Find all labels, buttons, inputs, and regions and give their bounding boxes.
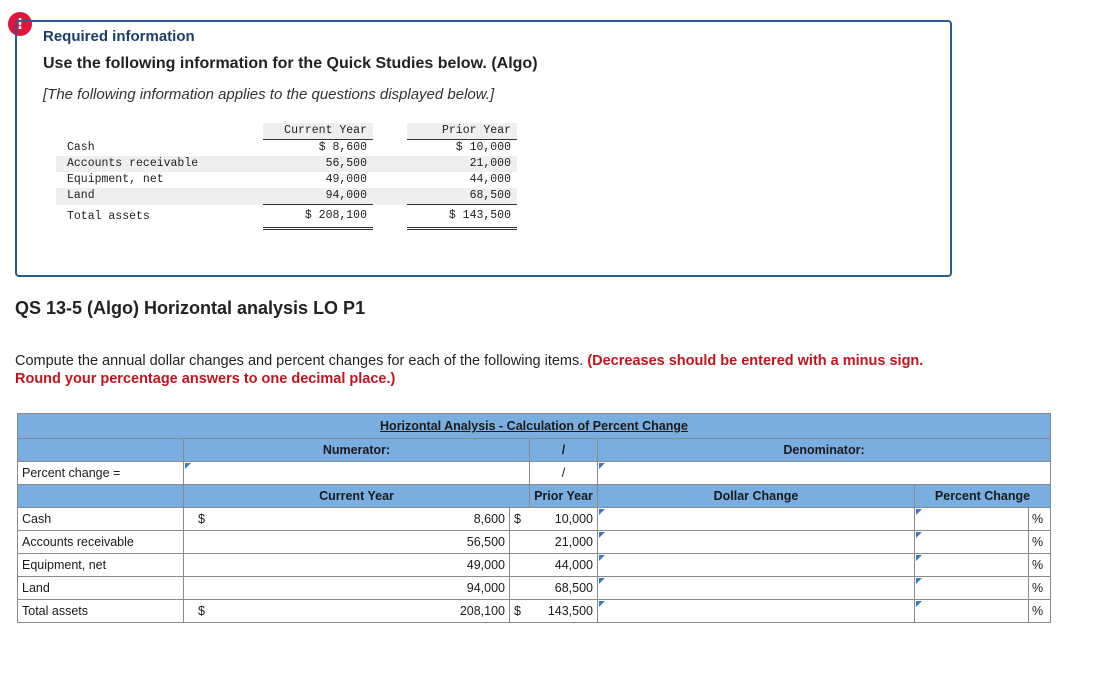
dollar-sign: $ bbox=[198, 512, 205, 526]
row-label: Accounts receivable bbox=[18, 531, 184, 554]
current-year-value: 94,000 bbox=[466, 581, 505, 595]
input-marker-icon bbox=[599, 555, 605, 561]
row-label: Land bbox=[18, 577, 184, 600]
balance-info-table bbox=[56, 123, 517, 230]
horizontal-analysis-grid bbox=[17, 413, 1051, 623]
current-year-value: 49,000 bbox=[466, 558, 505, 572]
divider-slash: / bbox=[530, 439, 598, 462]
percent-change-input[interactable] bbox=[915, 600, 1028, 622]
denominator-input[interactable] bbox=[598, 462, 1050, 484]
col-header-percent-change: Percent Change bbox=[915, 485, 1051, 508]
input-marker-icon bbox=[185, 463, 191, 469]
required-info-subtitle: Use the following information for the Quick Studies below. (Algo) bbox=[43, 55, 538, 72]
prior-year-value: 44,000 bbox=[554, 558, 593, 572]
current-year-value: 56,500 bbox=[466, 535, 505, 549]
dollar-change-cell bbox=[598, 600, 915, 623]
instructions-text: Compute the annual dollar changes and percent changes for each of the following items. bbox=[15, 353, 588, 369]
row-label: Cash bbox=[18, 508, 184, 531]
table-row bbox=[18, 531, 1051, 554]
info-row bbox=[56, 188, 517, 205]
col-header-prior-year: Prior Year bbox=[530, 485, 598, 508]
dollar-change-input[interactable] bbox=[598, 508, 914, 530]
denominator-select-cell bbox=[598, 462, 1051, 485]
info-row-label: Cash bbox=[67, 140, 95, 154]
prior-year-value: 143,500 bbox=[547, 604, 593, 618]
prior-year-value: 21,000 bbox=[554, 535, 593, 549]
row-label: Total assets bbox=[18, 600, 184, 623]
info-row-prior: $ 10,000 bbox=[455, 141, 511, 154]
info-total-row bbox=[56, 205, 517, 229]
info-row-current: 49,000 bbox=[325, 173, 367, 186]
dollar-change-cell bbox=[598, 508, 915, 531]
col-header-current-year: Current Year bbox=[184, 485, 530, 508]
percent-change-cell bbox=[915, 508, 1029, 531]
current-year-value: 8,600 bbox=[473, 512, 505, 526]
info-header-prior-year: Prior Year bbox=[407, 123, 517, 140]
denominator-label: Denominator: bbox=[598, 439, 1051, 462]
numerator-label: Numerator: bbox=[184, 439, 530, 462]
numerator-input[interactable] bbox=[184, 462, 529, 484]
percent-change-cell bbox=[915, 600, 1029, 623]
info-row-label: Land bbox=[56, 188, 263, 205]
info-total-label: Total assets bbox=[67, 209, 150, 223]
percent-change-cell bbox=[915, 554, 1029, 577]
percent-change-cell bbox=[915, 531, 1029, 554]
divider-slash: / bbox=[530, 462, 598, 485]
input-marker-icon bbox=[599, 509, 605, 515]
col-header-dollar-change: Dollar Change bbox=[598, 485, 915, 508]
percent-change-formula-label: Percent change = bbox=[18, 462, 184, 485]
percent-change-input[interactable] bbox=[915, 508, 1028, 530]
info-row bbox=[56, 140, 517, 157]
dollar-sign: $ bbox=[198, 604, 205, 618]
info-row-prior: 68,500 bbox=[407, 188, 517, 205]
input-marker-icon bbox=[599, 601, 605, 607]
dollar-change-cell bbox=[598, 577, 915, 600]
prior-year-value: 10,000 bbox=[554, 512, 593, 526]
dollar-change-input[interactable] bbox=[598, 577, 914, 599]
table-row bbox=[18, 600, 1051, 623]
table-row bbox=[18, 508, 1051, 531]
input-marker-icon bbox=[916, 601, 922, 607]
numerator-select-cell bbox=[184, 462, 530, 485]
row-label: Equipment, net bbox=[18, 554, 184, 577]
dollar-change-cell bbox=[598, 554, 915, 577]
question-title: QS 13-5 (Algo) Horizontal analysis LO P1 bbox=[15, 298, 366, 318]
table-row bbox=[18, 577, 1051, 600]
dollar-sign: $ bbox=[514, 604, 521, 618]
info-row-label: Equipment, net bbox=[67, 173, 164, 186]
percent-change-cell bbox=[915, 577, 1029, 600]
input-marker-icon bbox=[916, 578, 922, 584]
input-marker-icon bbox=[916, 509, 922, 515]
input-marker-icon bbox=[916, 532, 922, 538]
input-marker-icon bbox=[599, 578, 605, 584]
percent-sign: % bbox=[1029, 577, 1051, 600]
dollar-change-cell bbox=[598, 531, 915, 554]
dollar-sign: $ bbox=[514, 512, 521, 526]
instructions bbox=[15, 352, 965, 388]
info-row-current: 56,500 bbox=[263, 156, 373, 172]
required-info-title: Required information bbox=[43, 28, 195, 45]
percent-sign: % bbox=[1029, 531, 1051, 554]
info-header-current-year: Current Year bbox=[263, 123, 373, 140]
info-row bbox=[56, 172, 517, 188]
info-row-label: Accounts receivable bbox=[56, 156, 263, 172]
prior-year-value: 68,500 bbox=[554, 581, 593, 595]
instructions-emphasis: (Decreases should be entered with a minus sign. Round your percentage answers to one decimal place.) bbox=[15, 353, 924, 387]
input-marker-icon bbox=[916, 555, 922, 561]
info-total-current: $ 208,100 bbox=[263, 205, 373, 229]
percent-change-input[interactable] bbox=[915, 577, 1028, 599]
current-year-value: 208,100 bbox=[459, 604, 505, 618]
percent-sign: % bbox=[1029, 554, 1051, 577]
info-row-prior: 44,000 bbox=[469, 173, 511, 186]
percent-sign: % bbox=[1029, 508, 1051, 531]
grid-caption: Horizontal Analysis - Calculation of Percent Change bbox=[18, 414, 1051, 439]
info-row bbox=[56, 156, 517, 172]
percent-change-input[interactable] bbox=[915, 554, 1028, 576]
alert-icon: ! bbox=[8, 12, 32, 36]
info-total-prior: $ 143,500 bbox=[407, 205, 517, 229]
input-marker-icon bbox=[599, 532, 605, 538]
dollar-change-input[interactable] bbox=[598, 531, 914, 553]
percent-change-input[interactable] bbox=[915, 531, 1028, 553]
info-row-prior: 21,000 bbox=[407, 156, 517, 172]
dollar-change-input[interactable] bbox=[598, 554, 914, 576]
dollar-change-input[interactable] bbox=[598, 600, 914, 622]
percent-sign: % bbox=[1029, 600, 1051, 623]
required-info-note: [The following information applies to the questions displayed below.] bbox=[43, 86, 495, 103]
info-row-current: $ 8,600 bbox=[318, 141, 367, 154]
info-row-current: 94,000 bbox=[263, 188, 373, 205]
input-marker-icon bbox=[599, 463, 605, 469]
table-row bbox=[18, 554, 1051, 577]
